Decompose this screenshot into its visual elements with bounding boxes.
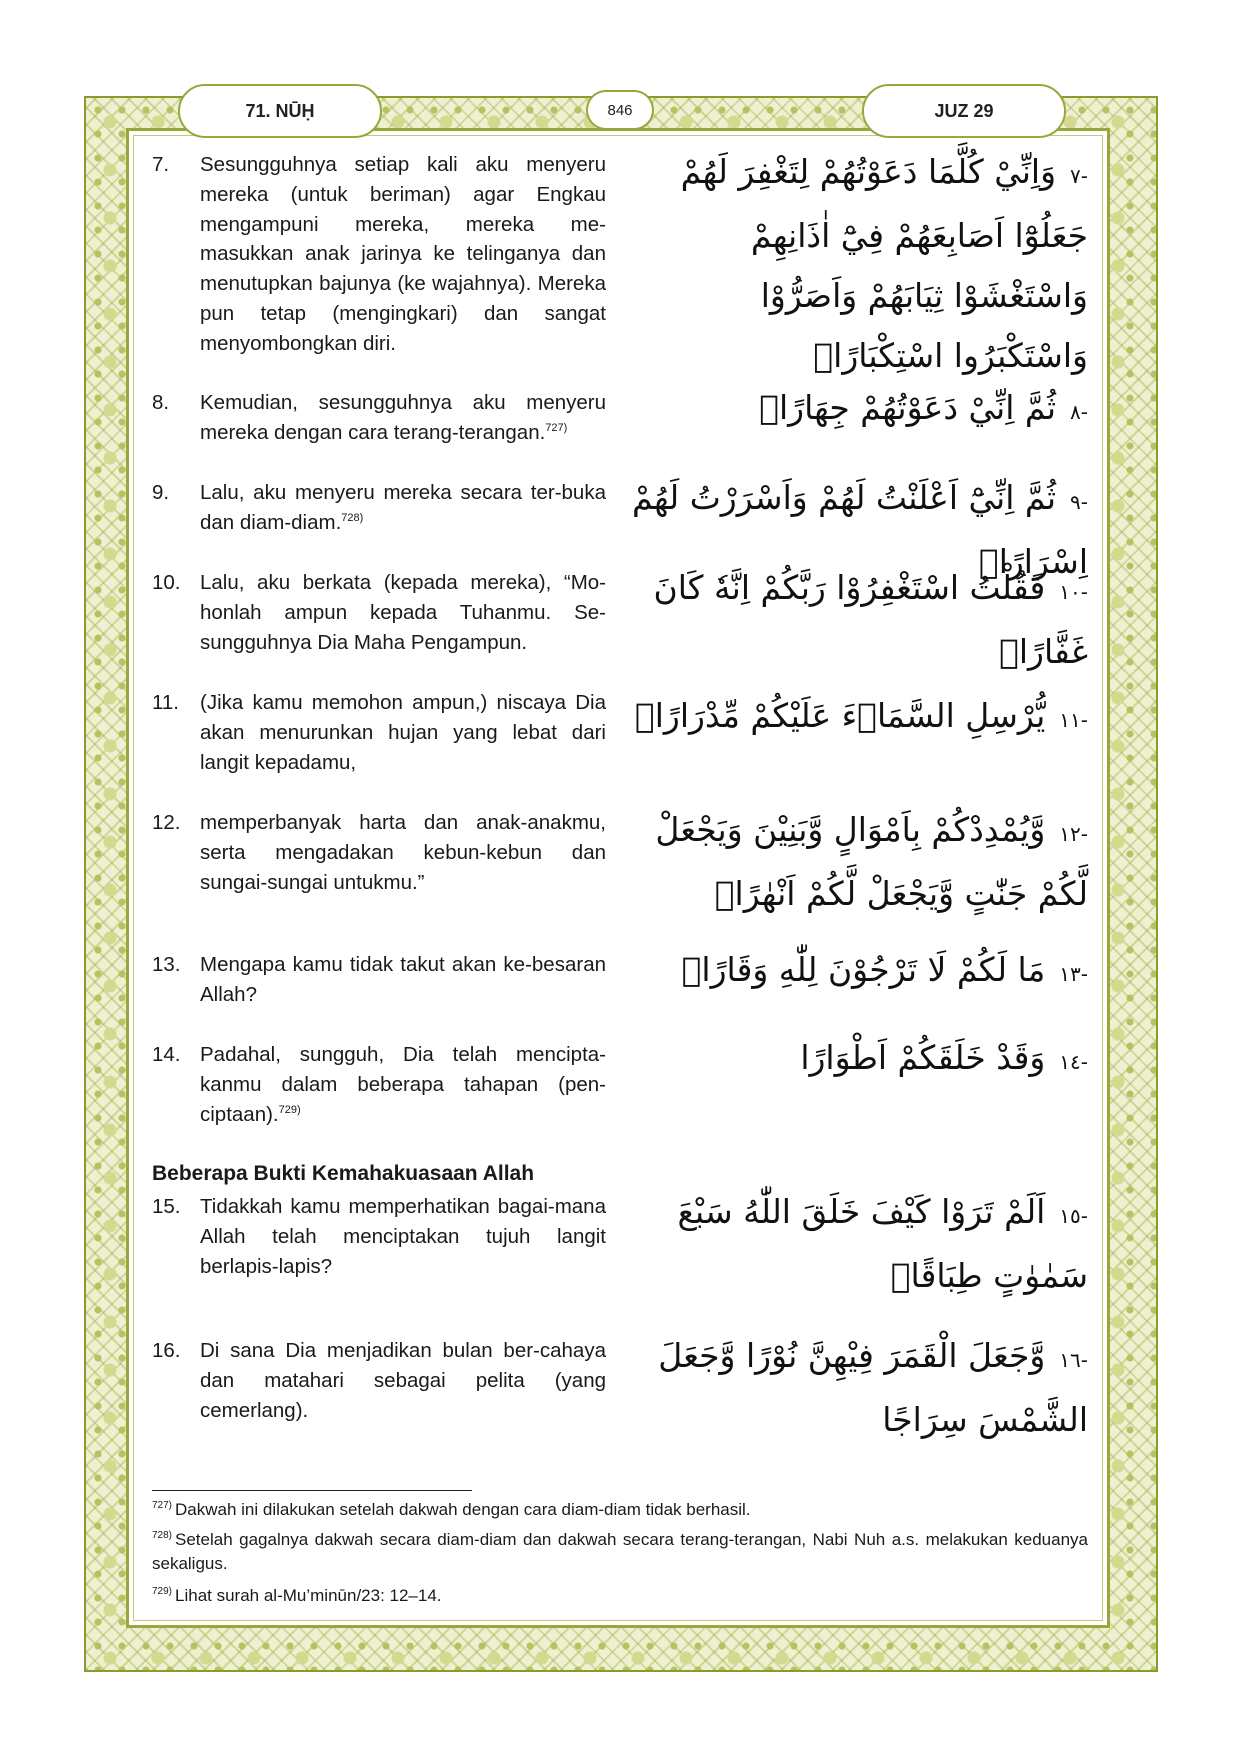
translation (152, 568, 606, 657)
translation-text: memperbanyak harta dan anak-anakmu, serta mengadakan kebun-kebun dan sungai-sungai untukmu.” (200, 811, 606, 894)
verse-number: 9. (152, 481, 170, 504)
arabic-verse: فَقُلْتُ اسْتَغْفِرُوْا رَبَّكُمْ اِنَّهٗ كَانَ غَفَّارًاۙ (653, 568, 1088, 671)
verse-number: 13. (152, 953, 181, 976)
arabic-verse-number: -٧ (1070, 164, 1088, 188)
arabic-text (618, 378, 1088, 442)
translation (152, 688, 606, 777)
translation-text: Di sana Dia menjadikan bulan ber-cahaya dan matahari sebagai pelita (yang cemerlang). (200, 1339, 606, 1422)
arabic-verse: اَلَمْ تَرَوْا كَيْفَ خَلَقَ اللّٰهُ سَبْعَ سَمٰوٰتٍ طِبَاقًاۙ (677, 1192, 1088, 1295)
translation (152, 478, 606, 538)
arabic-text (618, 800, 1088, 924)
arabic-verse: وَّيُمْدِدْكُمْ بِاَمْوَالٍ وَّبَنِيْنَ وَيَجْعَلْ لَّكُمْ جَنّٰتٍ وَّيَجْعَلْ لَّكُمْ اَنْهٰرًاۗ (655, 810, 1088, 913)
arabic-text (618, 1028, 1088, 1092)
translation-text: (Jika kamu memohon ampun,) niscaya Dia akan menurunkan hujan yang lebat dari langit kepadamu, (200, 691, 606, 774)
translation (152, 1336, 606, 1425)
verse-number: 10. (152, 571, 181, 594)
verse-number: 16. (152, 1339, 181, 1362)
arabic-verse: مَا لَكُمْ لَا تَرْجُوْنَ لِلّٰهِ وَقَارًاۚ (681, 950, 1046, 989)
arabic-verse: ثُمَّ اِنِّيْٓ اَعْلَنْتُ لَهُمْ وَاَسْرَرْتُ لَهُمْ اِسْرَارًاۙ (632, 478, 1088, 581)
arabic-verse-number: -١٦ (1059, 1348, 1088, 1372)
footnote-ref[interactable]: 729) (278, 1103, 301, 1116)
translation-text: Mengapa kamu tidak takut akan ke-besaran Allah? (200, 953, 606, 1006)
translation-text: Sesungguhnya setiap kali aku menyeru mereka (untuk beriman) agar Engkau mengampuni mereka, mereka me-masukkan anak jarinya ke telinganya dan menutupkan bajunya (ke wajahnya). Mereka pun tetap (mengingkari) dan sangat menyombongkan diri. (200, 153, 606, 355)
arabic-verse: وَقَدْ خَلَقَكُمْ اَطْوَارًا (800, 1038, 1046, 1077)
arabic-text (618, 558, 1088, 682)
verse-number: 8. (152, 391, 170, 414)
arabic-text (618, 940, 1088, 1004)
footnote-text: Lihat surah al-Mu’minūn/23: 12–14. (175, 1586, 442, 1605)
translation-text: Lalu, aku menyeru mereka secara ter-buka dan diam-diam. (200, 481, 606, 534)
arabic-verse-number: -١٥ (1059, 1204, 1088, 1228)
footnote-text: Setelah gagalnya dakwah secara diam-diam dan dakwah secara terang-terangan, Nabi Nuh a.s. melakukan keduanya sekaligus. (152, 1530, 1088, 1573)
verse-number: 7. (152, 153, 170, 176)
translation-text: Padahal, sungguh, Dia telah mencipta-kanmu dalam beberapa tahapan (pen-ciptaan). (200, 1043, 606, 1126)
page-number: 846 (586, 90, 654, 130)
arabic-verse-number: -١٢ (1059, 822, 1088, 846)
arabic-verse-number: -٨ (1070, 400, 1088, 424)
translation-text: Lalu, aku berkata (kepada mereka), “Mo-honlah ampun kepada Tuhanmu. Se-sungguhnya Dia Maha Pengampun. (200, 571, 606, 654)
arabic-verse-number: -٩ (1070, 490, 1088, 514)
arabic-text (618, 1182, 1088, 1306)
translation (152, 150, 606, 359)
footnote-mark: 728) (152, 1530, 173, 1542)
verse-number: 14. (152, 1043, 181, 1066)
translation (152, 388, 606, 448)
footnote-mark: 729) (152, 1586, 173, 1598)
arabic-verse-number: -١٤ (1059, 1050, 1088, 1074)
translation (152, 808, 606, 897)
translation-text: Tidakkah kamu memperhatikan bagai-mana Allah telah menciptakan tujuh langit berlapis-lapis? (200, 1195, 606, 1278)
footnote-text: Dakwah ini dilakukan setelah dakwah dengan cara diam-diam tidak berhasil. (175, 1500, 751, 1519)
translation (152, 950, 606, 1010)
verse-number: 15. (152, 1195, 181, 1218)
footnote (152, 1528, 1088, 1576)
verse-number: 12. (152, 811, 181, 834)
arabic-verse: وَّجَعَلَ الْقَمَرَ فِيْهِنَّ نُوْرًا وَّجَعَلَ الشَّمْسَ سِرَاجًا (658, 1336, 1088, 1439)
translation (152, 1040, 606, 1129)
translation (152, 1192, 606, 1281)
footnote-divider (152, 1490, 472, 1491)
verse-number: 11. (152, 691, 179, 714)
footnote-ref[interactable]: 727) (545, 421, 568, 434)
footnote (152, 1584, 1088, 1608)
arabic-verse: وَاِنِّيْ كُلَّمَا دَعَوْتُهُمْ لِتَغْفِرَ لَهُمْ جَعَلُوْٓا اَصَابِعَهُمْ فِيْٓ اٰذَانِهِمْ وَاسْتَغْشَوْا ثِيَابَهُمْ وَاَصَرُّوْا وَاسْتَكْبَرُوا اسْتِكْبَارًاۚ (680, 152, 1088, 375)
section-heading: Beberapa Bukti Kemahakuasaan Allah (152, 1162, 535, 1185)
arabic-text (618, 686, 1088, 750)
arabic-verse: ثُمَّ اِنِّيْ دَعَوْتُهُمْ جِهَارًاۙ (759, 388, 1057, 427)
arabic-text (618, 1326, 1088, 1450)
translation-text: Kemudian, sesungguhnya aku menyeru mereka dengan cara terang-terangan. (200, 391, 606, 444)
surah-label: 71. NŪḤ (178, 84, 382, 138)
arabic-verse-number: -١٠ (1059, 580, 1088, 604)
arabic-verse-number: -١٣ (1059, 962, 1088, 986)
juz-label: JUZ 29 (862, 84, 1066, 138)
arabic-verse: يُّرْسِلِ السَّمَاۤءَ عَلَيْكُمْ مِّدْرَارًاۙ (634, 696, 1046, 735)
footnote-ref[interactable]: 728) (341, 511, 364, 524)
footnote (152, 1498, 1088, 1522)
arabic-text (618, 142, 1088, 386)
arabic-verse-number: -١١ (1059, 708, 1088, 732)
footnote-mark: 727) (152, 1500, 173, 1512)
